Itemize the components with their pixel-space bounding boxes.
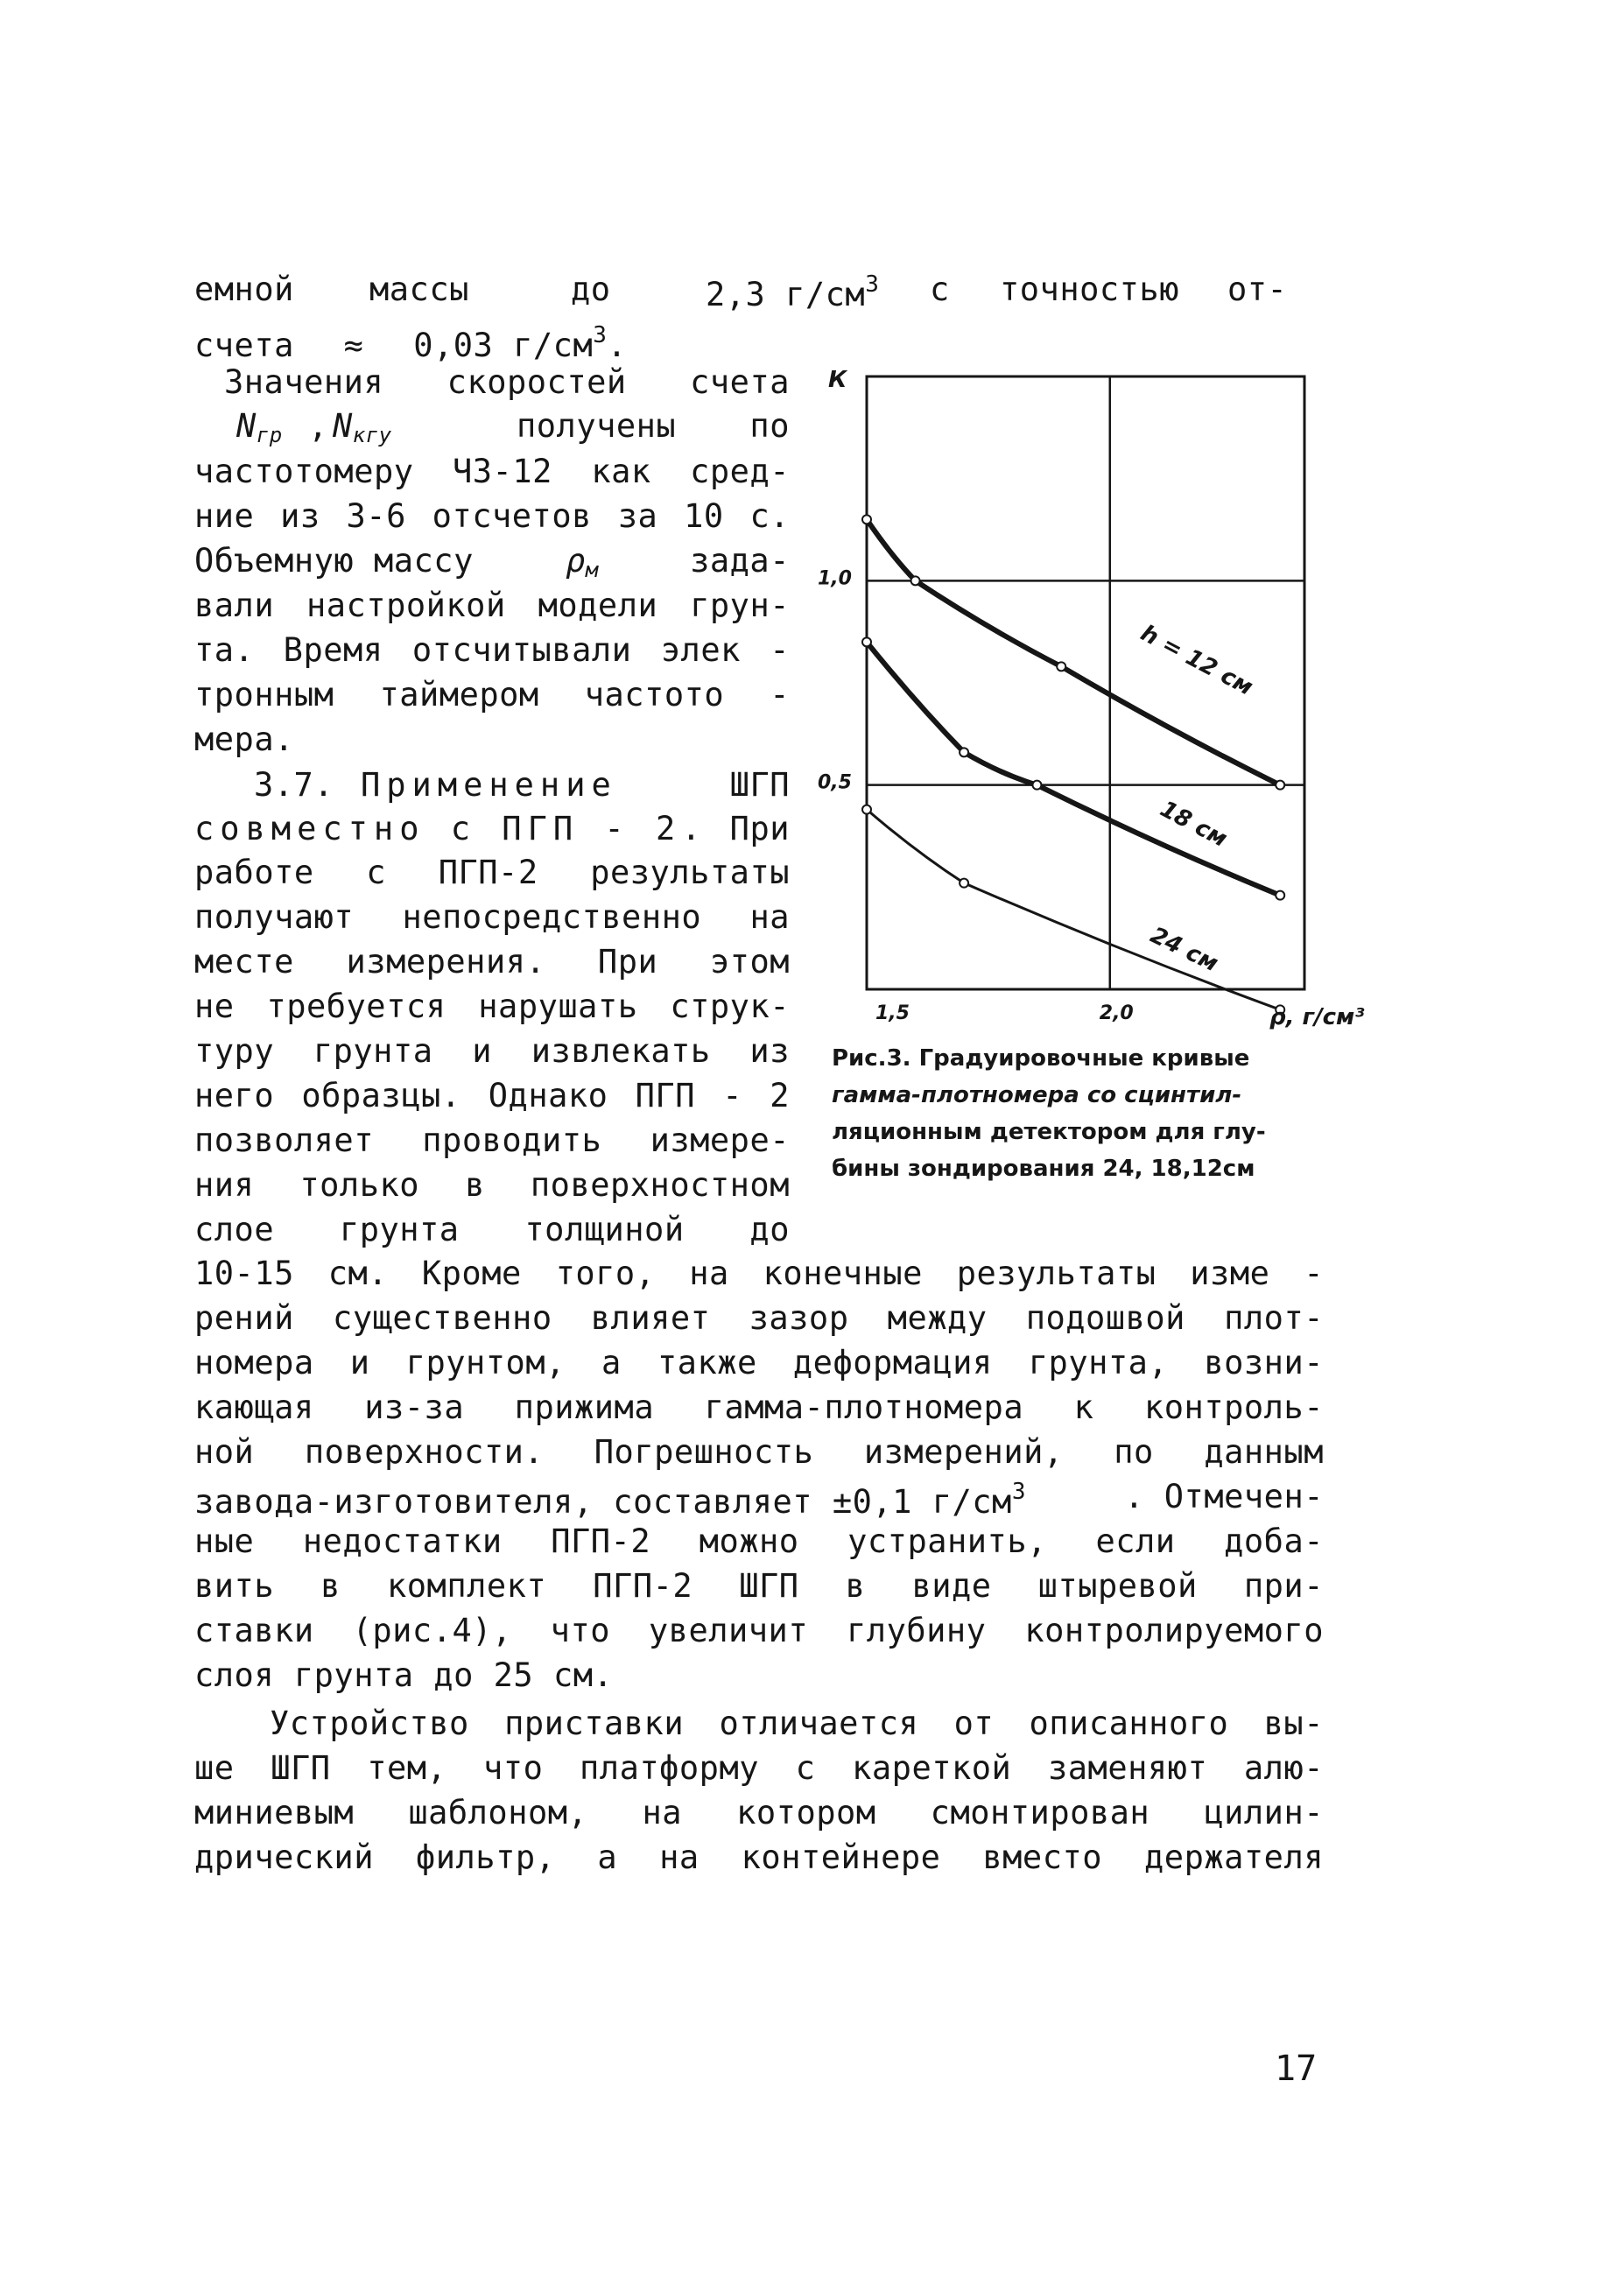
text-line-20: позволяет проводить измере-	[194, 1121, 790, 1159]
data-point	[1276, 891, 1284, 900]
text-line-11: мера.	[194, 721, 294, 758]
text-line-19: него образцы. Однако ПГП - 2	[194, 1077, 790, 1114]
text-line-29: ные недостатки ПГП-2 можно устранить, если доба-	[194, 1522, 1324, 1560]
y-tick-label: 1,0	[818, 567, 852, 590]
text-line-27: ной поверхности. Погрешность измерений, по данным	[194, 1433, 1324, 1471]
text-line-2: счета ≈ 0,03 $г/см^3$.	[194, 322, 628, 364]
data-point	[1057, 662, 1065, 671]
word: 2,3 $г/см^3$	[706, 271, 880, 313]
x-axis-label: ρ, г/см³	[1269, 1004, 1365, 1030]
data-point	[862, 515, 871, 524]
figure-caption-line-3: ляционным детектором для глу-	[832, 1119, 1266, 1145]
word: массы	[369, 271, 469, 308]
data-point	[1276, 781, 1284, 790]
page-number: 17	[1275, 2049, 1318, 2089]
word: При	[729, 810, 790, 847]
calibration-chart	[814, 350, 1365, 1033]
word: получены по	[517, 407, 790, 445]
word: точностью	[1000, 271, 1179, 308]
text-line-34: ше ШГП тем, что платформу с кареткой заменяют алю-	[194, 1749, 1324, 1787]
chart-svg	[814, 350, 1365, 1033]
word: ШГП	[729, 766, 790, 804]
x-tick-label: 2,0	[1099, 1002, 1134, 1024]
variable-rho-m: $\rho_м$	[566, 542, 599, 582]
text-line-31: ставки (рис.4), что увеличит глубину контролируемого	[194, 1612, 1324, 1649]
text-line-30: вить в комплект ПГП-2 ШГП в виде штыревой при-	[194, 1567, 1324, 1605]
text-line-22: слое грунта толщиной до	[194, 1211, 790, 1248]
data-point	[960, 748, 968, 756]
section-title: совместно с ПГП - 2.	[194, 810, 707, 847]
figure-caption-line-4: бины зондирования 24, 18,12см	[832, 1156, 1255, 1182]
text-line-16: месте измерения. При этом	[194, 943, 790, 981]
text-line-28: завода-изготовителя, составляет ±0,1 $г/см^3$ . Отмечен-	[194, 1478, 1324, 1521]
word: с	[930, 271, 950, 308]
text-line-3: Значения скоростей счета	[224, 363, 790, 401]
data-point	[862, 637, 871, 646]
approx-sign: ≈	[343, 327, 364, 364]
series-label: 18 см	[1156, 796, 1232, 853]
word: зада-	[690, 542, 790, 580]
data-point	[960, 879, 968, 888]
word: Объемную массу	[194, 542, 474, 580]
data-point	[1032, 781, 1041, 790]
variable-n-kgu: $N_{кгу}$	[333, 407, 392, 447]
word: от-	[1227, 271, 1288, 308]
text-line-14: работе с ПГП-2 результаты	[194, 854, 790, 891]
word: емной	[194, 271, 294, 308]
chart-series	[862, 515, 1284, 1014]
variable-n-gr: $N_{гр}$	[236, 407, 283, 447]
text-line-21: ния только в поверхностном	[194, 1166, 790, 1204]
text-line-33: Устройство приставки отличается от описанного вы-	[270, 1705, 1324, 1742]
y-tick-label: 0,5	[818, 771, 852, 794]
text-line-17: не требуется нарушать струк-	[194, 988, 790, 1025]
word: счета	[194, 327, 294, 364]
figure-caption-line-1: Рис.3. Градуировочные кривые	[832, 1045, 1250, 1072]
section-title-word: Применение	[361, 766, 617, 804]
text-line-32: слоя грунта до 25 см.	[194, 1656, 614, 1694]
text-line-25: номера и грунтом, а также деформация грунта, возни-	[194, 1344, 1324, 1382]
text-line-24: рений существенно влияет зазор между подошвой плот-	[194, 1299, 1324, 1337]
text-line-5: частотомеру ЧЗ-12 как сред-	[194, 453, 790, 490]
comma: ,	[308, 407, 328, 445]
word: до	[571, 271, 611, 308]
series-label: 24 см	[1146, 922, 1222, 978]
figure-caption-line-2: гамма-плотномера со сцинтил-	[832, 1082, 1242, 1108]
word: 0,03 г/см	[413, 327, 594, 364]
y-axis-label: К	[828, 367, 847, 393]
data-point	[911, 576, 920, 585]
text-line-36: дрический фильтр, а на контейнере вместо держателя	[194, 1839, 1324, 1876]
data-point	[862, 805, 871, 814]
section-number: 3.7.	[254, 766, 334, 804]
text-line-8: вали настройкой модели грун-	[194, 587, 790, 624]
text-line-6: ние из 3-6 отсчетов за 10 с.	[194, 497, 790, 535]
text-line-18: туру грунта и извлекать из	[194, 1032, 790, 1070]
text-line-26: кающая из-за прижима гамма-плотномера к контроль-	[194, 1389, 1324, 1426]
chart-labels	[818, 367, 1365, 1030]
series-line	[867, 519, 1280, 784]
series-label: h = 12 см	[1135, 620, 1257, 701]
text-line-10: тронным таймером частото -	[194, 676, 790, 714]
text-line-35: миниевым шаблоном, на котором смонтирован цилин-	[194, 1794, 1324, 1831]
text-line-13	[194, 812, 790, 845]
text-line-15: получают непосредственно на	[194, 898, 790, 936]
x-tick-label: 1,5	[875, 1002, 910, 1024]
text-line-23: 10-15 см. Кроме того, на конечные результаты изме -	[194, 1255, 1324, 1292]
text-line-9: та. Время отсчитывали элек -	[194, 631, 790, 669]
